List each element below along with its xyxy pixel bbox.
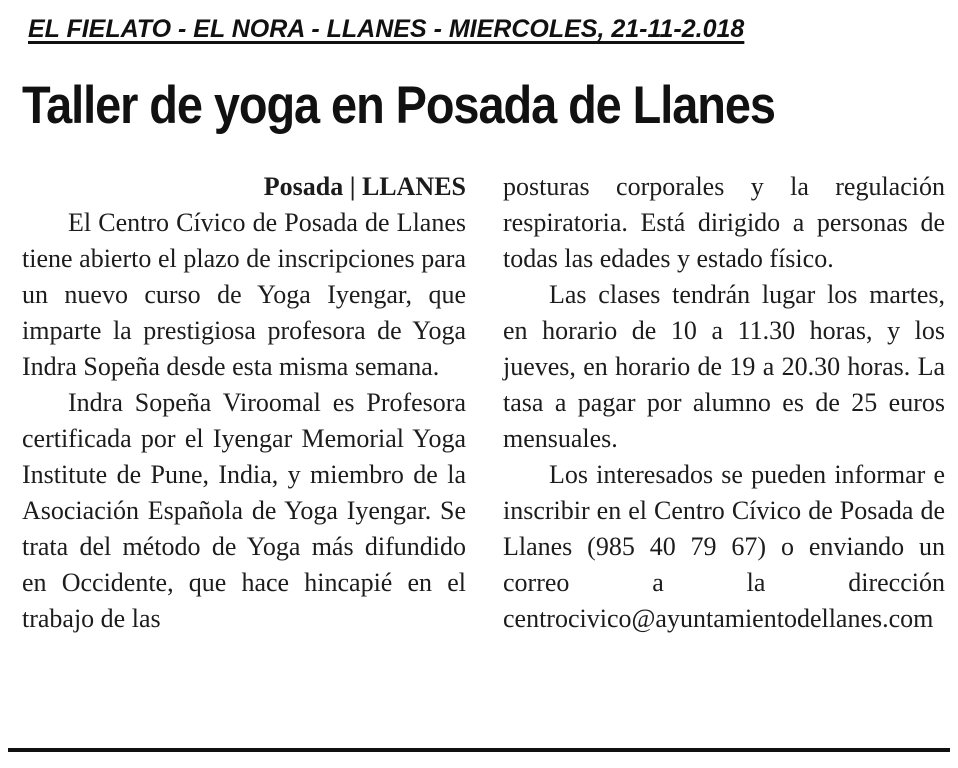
paragraph-teacher-continued: posturas corporales y la regulación respiratoria. Está dirigido a personas de todas las edades y estado físico. — [503, 172, 945, 273]
article-column-left — [22, 169, 466, 637]
masthead: EL FIELATO - EL NORA - LLANES - MIERCOLES, 21-11-2.018 — [28, 15, 745, 43]
bottom-rule — [8, 748, 950, 752]
headline: Taller de yoga en Posada de Llanes — [22, 76, 775, 135]
paragraph-contact: Los interesados se pueden informar e inscribir en el Centro Cívico de Posada de Llanes (985 40 79 67) o enviando un correo a la dirección centrocivico@ayuntamientodellanes.com — [503, 460, 945, 633]
paragraph-intro: El Centro Cívico de Posada de Llanes tiene abierto el plazo de inscripciones para un nuevo curso de Yoga Iyengar, que imparte la prestigiosa profesora de Yoga Indra Sopeña desde esta misma semana. — [22, 208, 466, 381]
article-column-right — [503, 169, 945, 637]
paragraph-schedule: Las clases tendrán lugar los martes, en horario de 10 a 11.30 horas, y los jueves, en horario de 19 a 20.30 horas. La tasa a pagar por alumno es de 25 euros mensuales. — [503, 280, 945, 453]
byline: Posada | LLANES — [263, 172, 466, 201]
paragraph-teacher: Indra Sopeña Viroomal es Profesora certificada por el Iyengar Memorial Yoga Institute de Pune, India, y miembro de la Asociación Española de Yoga Iyengar. Se trata del método de Yoga más difundido en Occidente, que hace hincapié en el trabajo de las — [22, 388, 466, 633]
